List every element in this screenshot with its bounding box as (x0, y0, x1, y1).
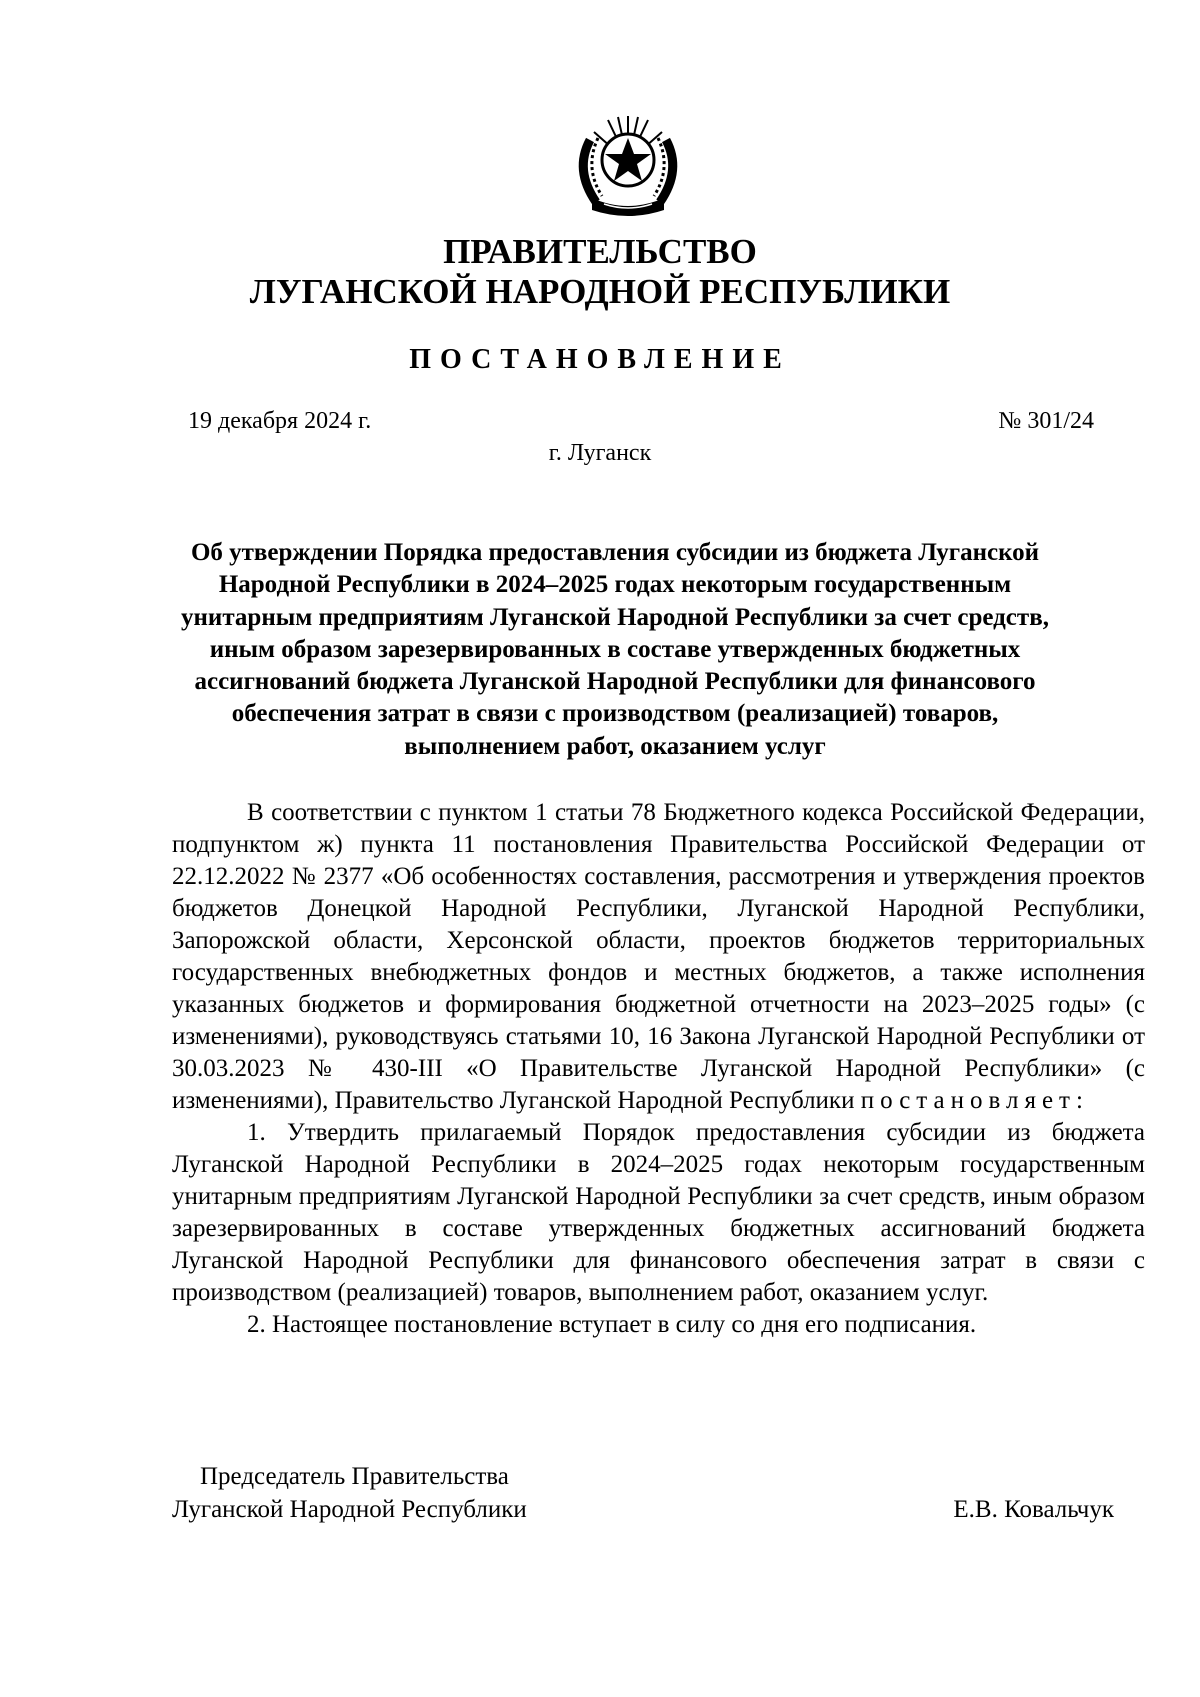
preamble-text: В соответствии с пунктом 1 статьи 78 Бюджетного кодекса Российской Федерации, подпунктом ж) пункта 11 постановления Правительства Российской Федерации от 22.12.2022 № 2377 «Об особенностях составления, рассмотрения и утверждения проектов бюджетов Донецкой Народной Республики, Луганской Народной Республики, Запорожской области, Херсонской области, проектов бюджетов территориальных государственных внебюджетных фондов и местных бюджетов, а также исполнения указанных бюджетов и формирования бюджетной отчетности на 2023–2025 годы» (с изменениями), руководствуясь статьями 10, 16 Закона Луганской Народной Республики от 30.03.2023 № 430-III «О Правительстве Луганской Народной Республики» (с изменениями), Правительство Луганской Народной Республики (172, 799, 1145, 1114)
preamble-paragraph (172, 797, 1145, 1117)
signatory-position-line2: Луганской Народной Республики (172, 1496, 527, 1523)
document-type: ПОСТАНОВЛЕНИЕ (409, 344, 791, 375)
item-2: 2. Настоящее постановление вступает в силу со дня его подписания. (247, 1311, 977, 1338)
signatory-name: Е.В. Ковальчук (953, 1496, 1114, 1523)
document-city: г. Луганск (548, 440, 652, 466)
signatory-position (172, 1460, 527, 1526)
document-body (172, 797, 1145, 1341)
government-title-line1: ПРАВИТЕЛЬСТВО (443, 232, 757, 271)
government-title-line2: ЛУГАНСКОЙ НАРОДНОЙ РЕСПУБЛИКИ (249, 272, 951, 311)
item-1: 1. Утвердить прилагаемый Порядок предоставления субсидии из бюджета Луганской Народной Республики в 2024–2025 годах некоторым государственным унитарным предприятиям Луганской Народной Республики за счет средств, иным образом зарезервированных в составе утвержденных бюджетных ассигнований бюджета Луганской Народной Республики для финансового обеспечения затрат в связи с производством (реализацией) товаров, выполнением работ, оказанием услуг. (172, 1119, 1145, 1306)
decree-word: постановляет: (860, 1087, 1089, 1114)
document-number: № 301/24 (998, 408, 1094, 434)
signatory-position-line1: Председатель Правительства (200, 1463, 509, 1490)
document-subject: Об утверждении Порядка предоставления субсидии из бюджета Луганской Народной Республики в 2024–2025 годах некоторым государственным унитарным предприятиям Луганской Народной Республики за счет средств, иным образом зарезервированных в составе утвержденных бюджетных ассигнований бюджета Луганской Народной Республики для финансового обеспечения затрат в связи с производством (реализацией) товаров, выполнением работ, оказанием услуг (181, 539, 1049, 760)
state-emblem-icon (568, 110, 688, 220)
document-date: 19 декабря 2024 г. (188, 408, 372, 434)
